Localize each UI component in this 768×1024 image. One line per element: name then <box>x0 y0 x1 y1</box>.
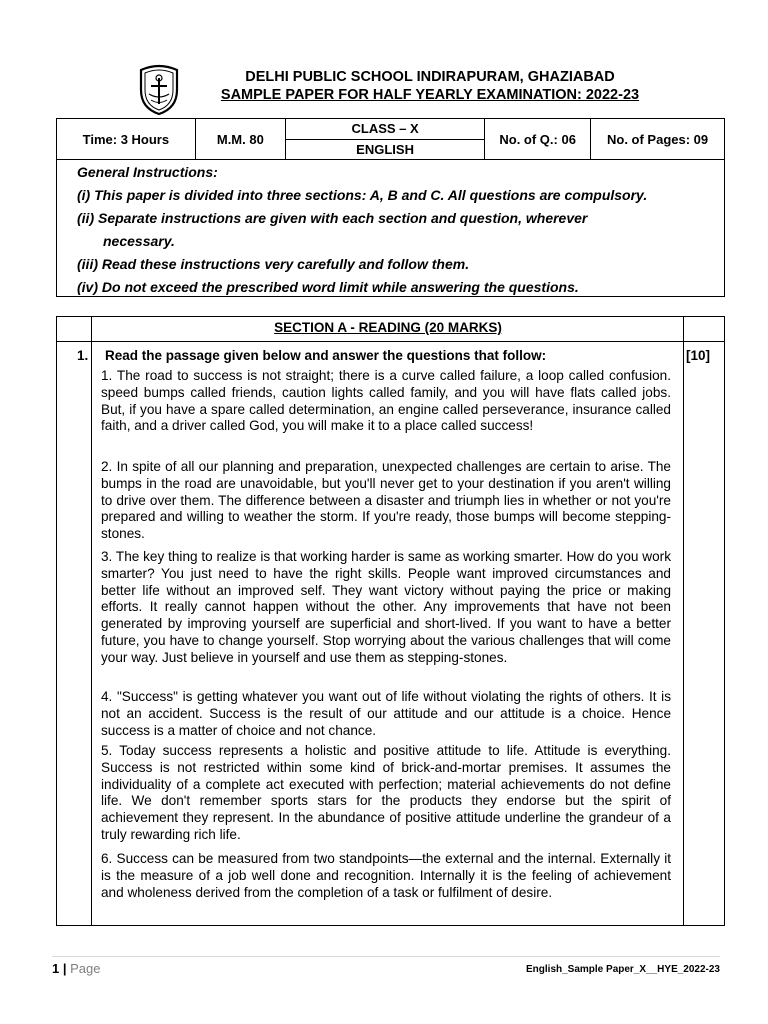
max-marks-cell: M.M. 80 <box>195 119 285 160</box>
question-text: Read the passage given below and answer the questions that follow: <box>105 348 547 363</box>
instruction-item: (i) This paper is divided into three sections: A, B and C. All questions are compulsory. <box>77 187 648 203</box>
page-separator: | <box>62 961 67 976</box>
instruction-item: (iv) Do not exceed the prescribed word limit while answering the questions. <box>77 279 579 295</box>
passage-paragraph: 2. In spite of all our planning and preparation, unexpected challenges are certain to arise. The bumps in the road are unavoidable, but you'll never get to your destination if you aren't willing to drive over them. The difference between a disaster and triumph lies in whether or not you're prepared and willing to weather the storm. If you're ready, those bumps will become stepping-stones. <box>101 459 671 542</box>
footer-divider <box>52 956 720 957</box>
passage-paragraph: 3. The key thing to realize is that working harder is same as working smarter. How do you work smarter? You just need to have the right skills. People want improved circumstances and better life without an improved self. They want victory without paying the price or making efforts. It really cannot happen without the other. Any improvements that have not been generated by improving yourself are superficial and short-lived. If you want to have a better future, you have to change yourself. Stop worrying about the various challenges that will come your way. Just believe in yourself and use them as stepping-stones. <box>101 549 671 665</box>
question-number: 1. <box>77 348 89 363</box>
paper-title: SAMPLE PAPER FOR HALF YEARLY EXAMINATION: 2022-23 <box>220 87 640 103</box>
document-code: English_Sample Paper_X__HYE_2022-23 <box>526 964 720 975</box>
school-name: DELHI PUBLIC SCHOOL INDIRAPURAM, GHAZIABAD <box>245 69 615 85</box>
exam-info-table <box>56 118 725 160</box>
page-number <box>52 961 101 976</box>
page-label: Page <box>70 961 101 976</box>
instruction-item: (iii) Read these instructions very carefully and follow them. <box>77 256 470 272</box>
document-header <box>190 68 670 104</box>
class-cell: CLASS – X <box>285 119 484 140</box>
section-a-table <box>56 316 725 926</box>
page-number-value: 1 <box>52 961 60 976</box>
passage-paragraph: 4. "Success" is getting whatever you want out of life without violating the rights of others. It is not an accident. Success is the result of our attitude and our attitude is a choice. Hence success is a matter of choice and not chance. <box>101 689 671 738</box>
num-questions-cell: No. of Q.: 06 <box>485 119 591 160</box>
school-crest-logo <box>133 64 185 116</box>
subject-cell: ENGLISH <box>285 139 484 160</box>
instructions-title: General Instructions: <box>77 164 218 180</box>
general-instructions <box>56 160 725 297</box>
instruction-item: necessary. <box>103 233 175 249</box>
passage-paragraph: 6. Success can be measured from two standpoints—the external and the internal. Externally it is the measure of a job well done and recognition. Internally it is the feeling of achievement and wholeness derived from the completion of a task or fulfilment of desire. <box>101 851 671 900</box>
time-cell: Time: 3 Hours <box>57 119 196 160</box>
section-heading: SECTION A - READING (20 MARKS) <box>274 320 502 335</box>
instruction-item: (ii) Separate instructions are given with each section and question, wherever <box>77 210 588 226</box>
passage-paragraph: 5. Today success represents a holistic and positive attitude to life. Attitude is everything. Success is not restricted within some kind of brick-and-mortar premises. It assumes the individuality of a complete act executed with perfection; material achievements do not define life. We don't remember sports stars for the products they endorse but the spirit of achievement they represent. In the abundance of positive attitude underline the grandeur of a truly rewarding rich life. <box>101 743 671 842</box>
question-marks: [10] <box>686 348 711 363</box>
passage-paragraph: 1. The road to success is not straight; there is a curve called failure, a loop called confusion. speed bumps called friends, caution lights called family, and you will have flats called jobs. But, if you have a spare called determination, an engine called perseverance, insurance called faith, and a driver called God, you will make it to a place called success! <box>101 368 671 434</box>
num-pages-cell: No. of Pages: 09 <box>591 119 725 160</box>
